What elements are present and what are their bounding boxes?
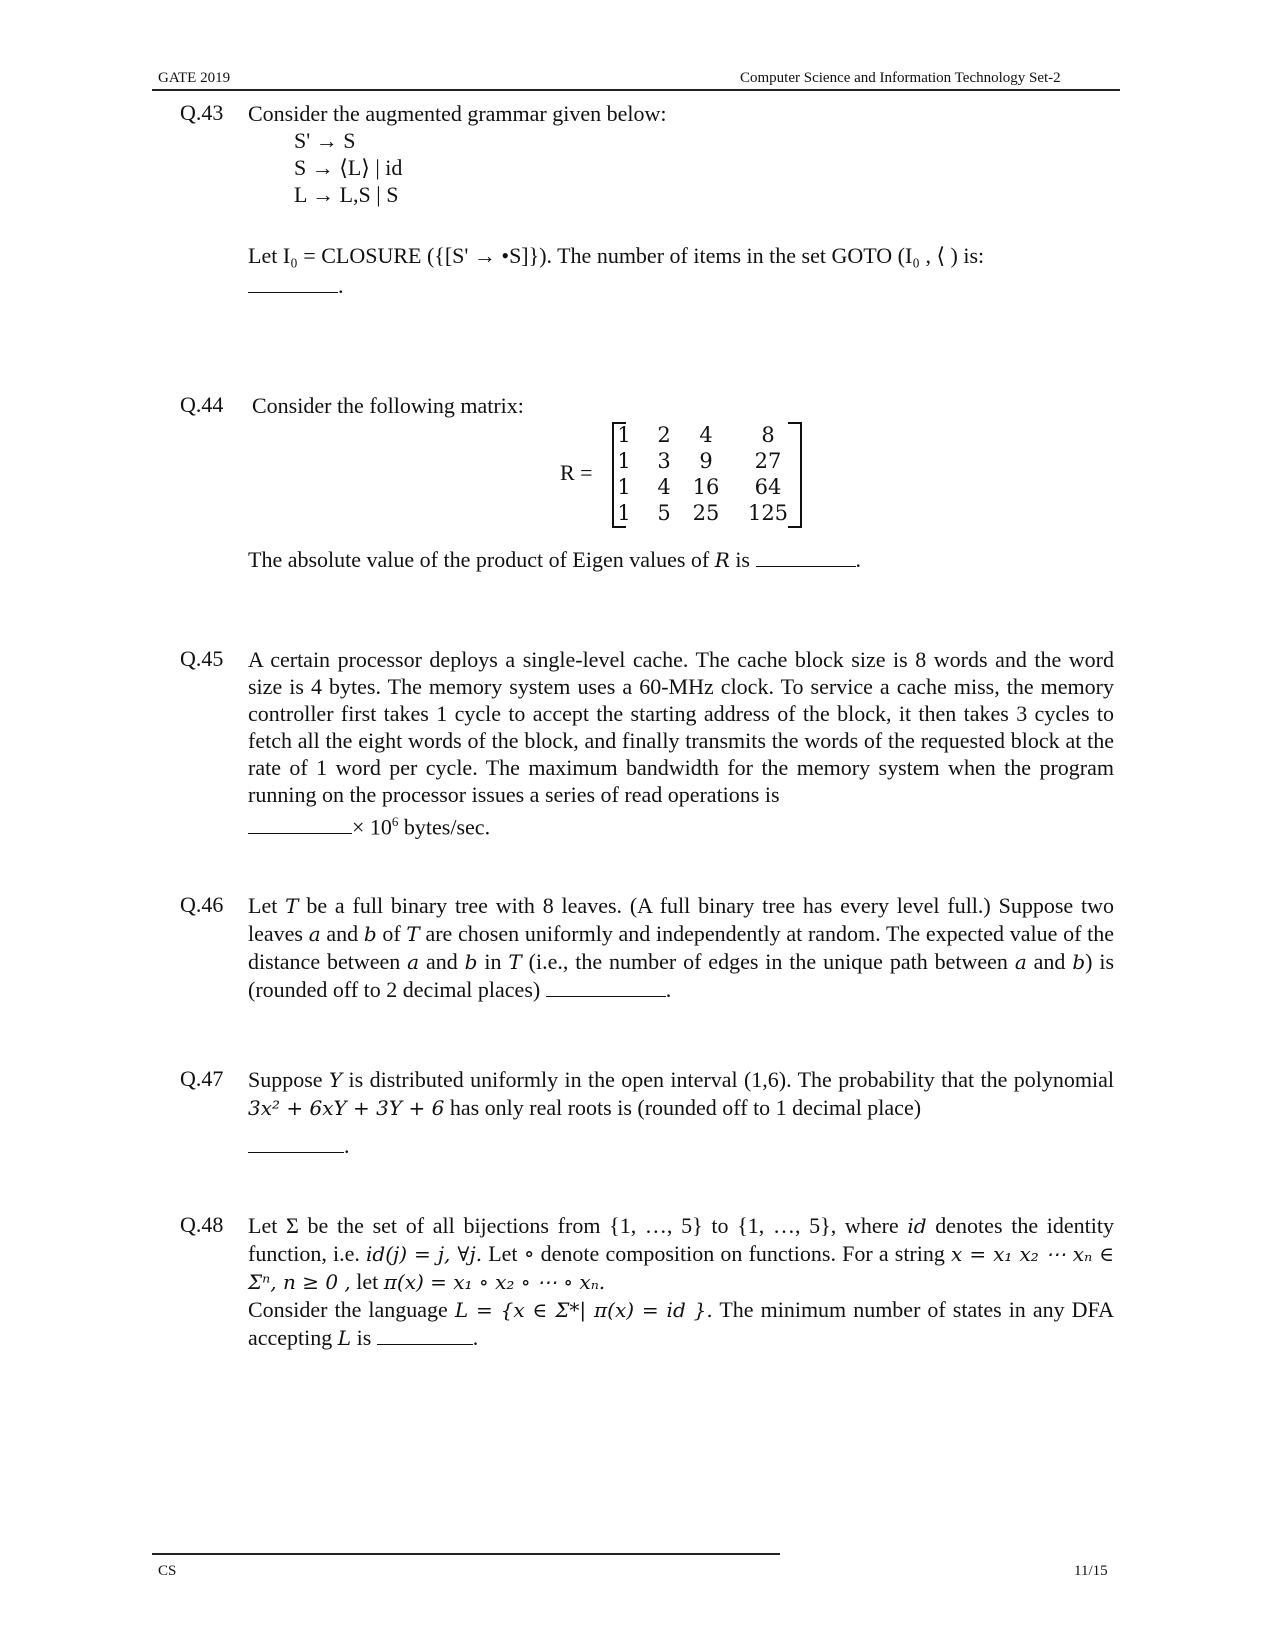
q46-var: T [508, 950, 522, 974]
q47-part: has only real roots is (rounded off to 1 decimal place) [444, 1095, 922, 1120]
footer-rule [152, 1553, 780, 1555]
q47-end: . [344, 1133, 350, 1158]
q48-text: The minimum number of states in any DFA accepting [248, 1297, 1115, 1350]
q46-end: . [665, 977, 672, 1002]
matrix-cell: 9 [699, 449, 713, 473]
q44-end: . [855, 547, 861, 572]
q48-question [248, 1212, 1114, 1352]
q48-number: Q.48 [180, 1212, 224, 1237]
header-paper: Computer Science and Information Technology Set-2 [740, 70, 1061, 86]
q48-text: Consider the language [248, 1297, 455, 1322]
answer-blank[interactable] [546, 978, 666, 997]
q46-number: Q.46 [180, 892, 224, 917]
q45-question [248, 646, 1114, 840]
matrix-cell: 1 [617, 423, 631, 447]
q47-question [248, 1066, 1114, 1159]
q46-part: and [1026, 949, 1073, 974]
q46-var: T [406, 922, 420, 946]
q46-var: a [1014, 950, 1027, 974]
matrix-cell: 64 [754, 475, 782, 499]
answer-blank[interactable] [248, 815, 352, 834]
q45-text: A certain processor deploys a single-level cache. The cache block size is 8 words and the word size is 4 bytes. The memory system uses a 60-MHz clock. To service a cache miss, the memory controller first takes 1 cycle to accept the starting address of the block, it then takes 3 cycles to fetch all the eight words of the block, and finally transmits the words of the requested block at the rate of 1 word per cycle. The maximum bandwidth for the memory system when the program running on the processor issues a series of read operations is [248, 647, 1114, 807]
q45-unit-rest: bytes/sec. [398, 814, 491, 840]
q43-question [248, 242, 1114, 269]
matrix-cell: 27 [754, 449, 782, 473]
q43-number: Q.43 [180, 100, 224, 125]
q46-part: (i.e., the number of edges in the unique path between [521, 949, 1015, 974]
q46-part: and [320, 921, 364, 946]
q45-number: Q.45 [180, 646, 224, 671]
q43-rule-2: S → ⟨L⟩ | id [294, 155, 403, 180]
page-number: 11/15 [1074, 1563, 1108, 1579]
q48-text: denotes the identity function, i.e. [248, 1213, 1114, 1266]
q48-text: is [351, 1325, 372, 1350]
q46-part: of [376, 921, 407, 946]
footer-subject: CS [158, 1563, 177, 1579]
q43-question-text: Let I₀ = CLOSURE ({[S' → •S]}). The number of items in the set GOTO (I₀ , ⟨ ) is: [248, 243, 985, 268]
matrix-cell: 8 [761, 423, 775, 447]
q48-var: L [337, 1326, 352, 1350]
q43-rule-1: S' → S [294, 128, 356, 153]
q43-end: . [338, 273, 344, 298]
answer-blank[interactable] [248, 274, 338, 293]
q46-part: and [419, 949, 465, 974]
matrix-label: R = [560, 460, 593, 485]
q48-end: . [472, 1325, 479, 1350]
q44-text-a: The absolute value of the product of Eigen values of [248, 547, 715, 572]
q46-part: ) is (rounded off to 2 decimal places) [248, 949, 1115, 1002]
q47-part: is distributed uniformly in the open interval (1,6). The probability that the polynomial [342, 1067, 1114, 1092]
q48-string-def: x = x₁ x₂ ⋯ xₙ ∈ Σⁿ, n ≥ 0 , [248, 1242, 1114, 1294]
q43-intro: Consider the augmented grammar given below: [248, 101, 667, 126]
q47-part: Suppose [248, 1067, 329, 1092]
matrix-cell: 1 [617, 475, 631, 499]
matrix-cell: 2 [657, 423, 671, 447]
q46-part: are chosen uniformly and independently at random. The expected value of the distance between [248, 921, 1115, 974]
matrix-cell: 5 [657, 501, 671, 525]
matrix-cell: 1 [617, 449, 631, 473]
matrix-cell: 125 [747, 501, 789, 525]
q48-pi-def: π(x) = x₁ ∘ x₂ ∘ ⋯ ∘ xₙ. [383, 1270, 606, 1294]
matrix-cell: 16 [692, 475, 720, 499]
q46-var: b [1072, 950, 1086, 974]
answer-blank[interactable] [248, 1134, 344, 1153]
q44-number: Q.44 [180, 392, 224, 417]
matrix-cell: 25 [692, 501, 720, 525]
q47-var: Y [328, 1068, 343, 1092]
q46-part: be a full binary tree with 8 leaves. (A full binary tree has every level full.) Suppose two leaves [248, 893, 1114, 946]
header-rule [152, 89, 1120, 91]
matrix-cell: 4 [657, 475, 671, 499]
q46-var: b [464, 950, 478, 974]
q45-unit: × 10 [352, 814, 392, 840]
q48-lang-def: L = {x ∈ Σ*| π(x) = id }. [454, 1298, 713, 1322]
q44-intro: Consider the following matrix: [252, 393, 524, 418]
answer-blank[interactable] [756, 548, 856, 567]
answer-blank[interactable] [377, 1326, 473, 1345]
q46-var: T [285, 894, 299, 918]
q48-text: Let Σ be the set of all bijections from {1, …, 5} to {1, …, 5}, where [248, 1213, 908, 1238]
q46-var: a [407, 950, 420, 974]
matrix-cell: 3 [657, 449, 671, 473]
q45-unit-exp: 6 [391, 814, 399, 829]
q44-question [248, 546, 1114, 574]
matrix-cell: 4 [699, 423, 713, 447]
q47-polynomial: 3x² + 6xY + 3Y + 6 [248, 1096, 445, 1120]
q46-var: a [308, 922, 321, 946]
q43-rule-3: L → L,S | S [294, 182, 399, 207]
q43-answer-line [248, 272, 1114, 299]
q46-part: Let [248, 893, 286, 918]
q46-var: b [363, 922, 377, 946]
matrix-cell: 1 [617, 501, 631, 525]
q46-question [248, 892, 1114, 1003]
q44-text-b: is [729, 547, 750, 572]
q48-text: let [350, 1269, 384, 1294]
q46-part: in [477, 949, 509, 974]
q48-id: id [907, 1214, 927, 1238]
q44-var: R [714, 548, 730, 572]
q48-text: Let ∘ denote composition on functions. For a string [482, 1241, 952, 1266]
header-exam: GATE 2019 [158, 70, 231, 86]
q47-number: Q.47 [180, 1066, 224, 1091]
q48-id-def: id(j) = j, ∀j. [366, 1242, 483, 1266]
